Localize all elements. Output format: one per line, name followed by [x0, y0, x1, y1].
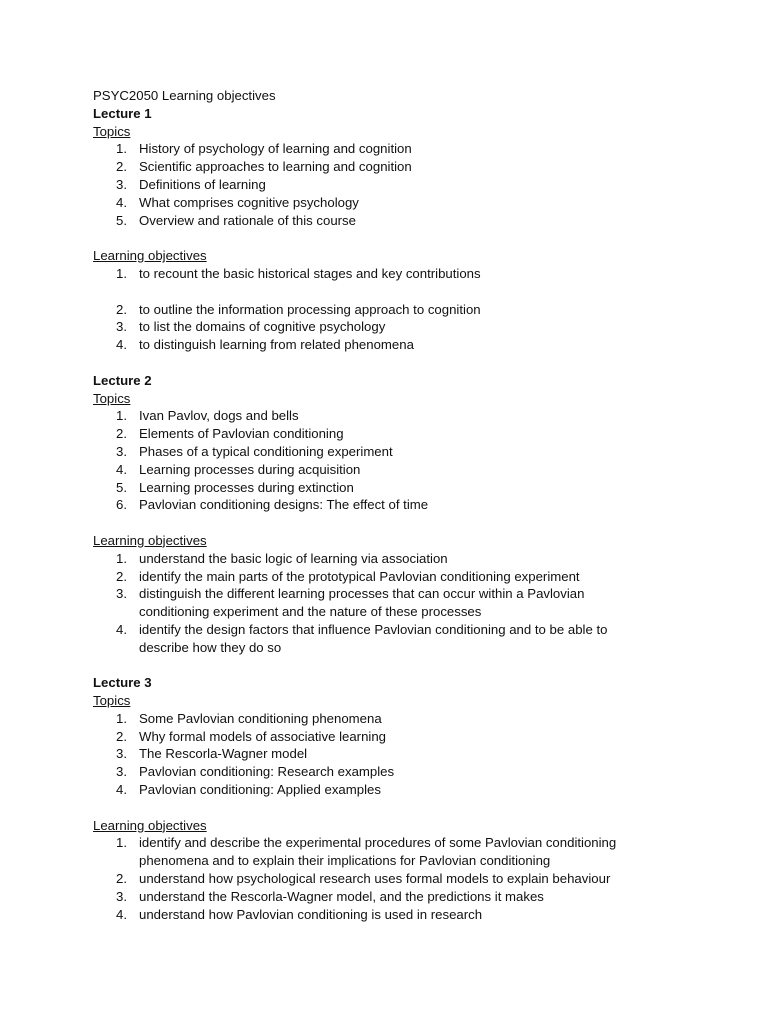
- list-item-text: understand the Rescorla-Wagner model, and the predictions it makes: [139, 888, 544, 904]
- list-number: 2.: [116, 568, 127, 584]
- objective-item: [93, 550, 713, 568]
- topic-item: [93, 212, 713, 230]
- list-number: 2.: [116, 871, 127, 887]
- objective-item: [93, 585, 713, 603]
- topic-item: [93, 158, 713, 176]
- blank-line: [93, 657, 713, 675]
- list-number: 1.: [116, 550, 127, 566]
- list-item-text: identify the main parts of the prototypical Pavlovian conditioning experiment: [139, 568, 580, 584]
- list-number: 1.: [116, 835, 127, 851]
- list-item-text: Phases of a typical conditioning experiment: [139, 443, 393, 459]
- list-item-text: Pavlovian conditioning: Research examples: [139, 764, 395, 780]
- blank-line: [93, 354, 713, 372]
- list-item-text: Pavlovian conditioning: Applied examples: [139, 782, 381, 798]
- list-number: 3.: [116, 586, 127, 602]
- document-body: [93, 87, 713, 923]
- list-item-text: to outline the information processing approach to cognition: [139, 301, 481, 317]
- objective-item: [93, 318, 713, 336]
- learning-objectives-heading: Learning objectives: [93, 532, 207, 548]
- list-number: 4.: [116, 621, 127, 637]
- list-number: 5.: [116, 212, 127, 228]
- list-number: 1.: [116, 408, 127, 424]
- list-item-text: identify the design factors that influence Pavlovian conditioning and to be able to: [139, 621, 608, 637]
- objective-item: [93, 568, 713, 586]
- topic-item: [93, 461, 713, 479]
- list-number: 4.: [116, 461, 127, 477]
- topic-item: [93, 763, 713, 781]
- list-number: 6.: [116, 497, 127, 513]
- lecture-heading: Lecture 3: [93, 675, 152, 691]
- topics-heading: Topics: [93, 693, 131, 709]
- list-item-text: Scientific approaches to learning and cognition: [139, 159, 412, 175]
- list-item-text: The Rescorla-Wagner model: [139, 746, 308, 762]
- lecture-heading: Lecture 1: [93, 105, 152, 121]
- list-number: 2.: [116, 426, 127, 442]
- list-item-text: Definitions of learning: [139, 176, 266, 192]
- list-item-text: distinguish the different learning processes that can occur within a Pavlovian: [139, 586, 585, 602]
- list-item-text: Learning processes during acquisition: [139, 461, 361, 477]
- learning-objectives-heading: Learning objectives: [93, 248, 207, 264]
- document-title: PSYC2050 Learning objectives: [93, 88, 276, 103]
- lectures-container: [93, 105, 713, 924]
- list-item-text: understand how Pavlovian conditioning is used in research: [139, 906, 483, 922]
- list-number: 3.: [116, 888, 127, 904]
- topic-item: [93, 496, 713, 514]
- list-number: 4.: [116, 906, 127, 922]
- list-item-text: Learning processes during extinction: [139, 479, 354, 495]
- topic-item: [93, 407, 713, 425]
- topic-item: [93, 140, 713, 158]
- list-item-text: History of psychology of learning and cognition: [139, 141, 412, 157]
- topics-heading: Topics: [93, 390, 131, 406]
- list-number: 1.: [116, 710, 127, 726]
- list-item-text: understand the basic logic of learning via association: [139, 550, 448, 566]
- list-number: 5.: [116, 479, 127, 495]
- objective-item: [93, 906, 713, 924]
- list-item-text: to recount the basic historical stages and key contributions: [139, 265, 481, 281]
- objective-item: [93, 870, 713, 888]
- learning-objectives-heading: Learning objectives: [93, 817, 207, 833]
- blank-line: [93, 799, 713, 817]
- objective-item: [93, 621, 713, 639]
- list-number: 4.: [116, 337, 127, 353]
- list-number: 2.: [116, 728, 127, 744]
- list-number: 4.: [116, 194, 127, 210]
- list-item-text: understand how psychological research uses formal models to explain behaviour: [139, 871, 611, 887]
- blank-line: [93, 283, 713, 301]
- blank-line: [93, 514, 713, 532]
- list-item-text: Why formal models of associative learning: [139, 728, 387, 744]
- topic-item: [93, 710, 713, 728]
- list-item-text: Pavlovian conditioning designs: The effect of time: [139, 497, 429, 513]
- topic-item: [93, 781, 713, 799]
- objective-item: [93, 336, 713, 354]
- list-item-text: to distinguish learning from related phenomena: [139, 337, 414, 353]
- topic-item: [93, 479, 713, 497]
- list-item-continuation: describe how they do so: [139, 639, 282, 655]
- list-item-text: identify and describe the experimental procedures of some Pavlovian conditioning: [139, 835, 617, 851]
- list-number: 3.: [116, 764, 127, 780]
- list-item-text: Ivan Pavlov, dogs and bells: [139, 408, 299, 424]
- list-number: 3.: [116, 443, 127, 459]
- list-item-text: to list the domains of cognitive psychology: [139, 319, 386, 335]
- list-number: 3.: [116, 176, 127, 192]
- list-number: 3.: [116, 746, 127, 762]
- objective-item: [93, 265, 713, 283]
- objective-item: [93, 888, 713, 906]
- topic-item: [93, 425, 713, 443]
- list-number: 3.: [116, 319, 127, 335]
- topic-item: [93, 728, 713, 746]
- blank-line: [93, 229, 713, 247]
- list-item-text: Overview and rationale of this course: [139, 212, 356, 228]
- list-item-text: Elements of Pavlovian conditioning: [139, 426, 344, 442]
- topic-item: [93, 745, 713, 763]
- list-item-text: Some Pavlovian conditioning phenomena: [139, 710, 382, 726]
- list-number: 2.: [116, 301, 127, 317]
- topic-item: [93, 194, 713, 212]
- lecture-heading: Lecture 2: [93, 372, 152, 388]
- objective-item: [93, 834, 713, 852]
- topic-item: [93, 443, 713, 461]
- objective-item: [93, 301, 713, 319]
- topic-item: [93, 176, 713, 194]
- list-number: 2.: [116, 159, 127, 175]
- list-item-text: What comprises cognitive psychology: [139, 194, 359, 210]
- topics-heading: Topics: [93, 123, 131, 139]
- list-item-continuation: conditioning experiment and the nature of these processes: [139, 604, 482, 620]
- list-number: 4.: [116, 782, 127, 798]
- list-number: 1.: [116, 265, 127, 281]
- list-number: 1.: [116, 141, 127, 157]
- list-item-continuation: phenomena and to explain their implications for Pavlovian conditioning: [139, 853, 551, 869]
